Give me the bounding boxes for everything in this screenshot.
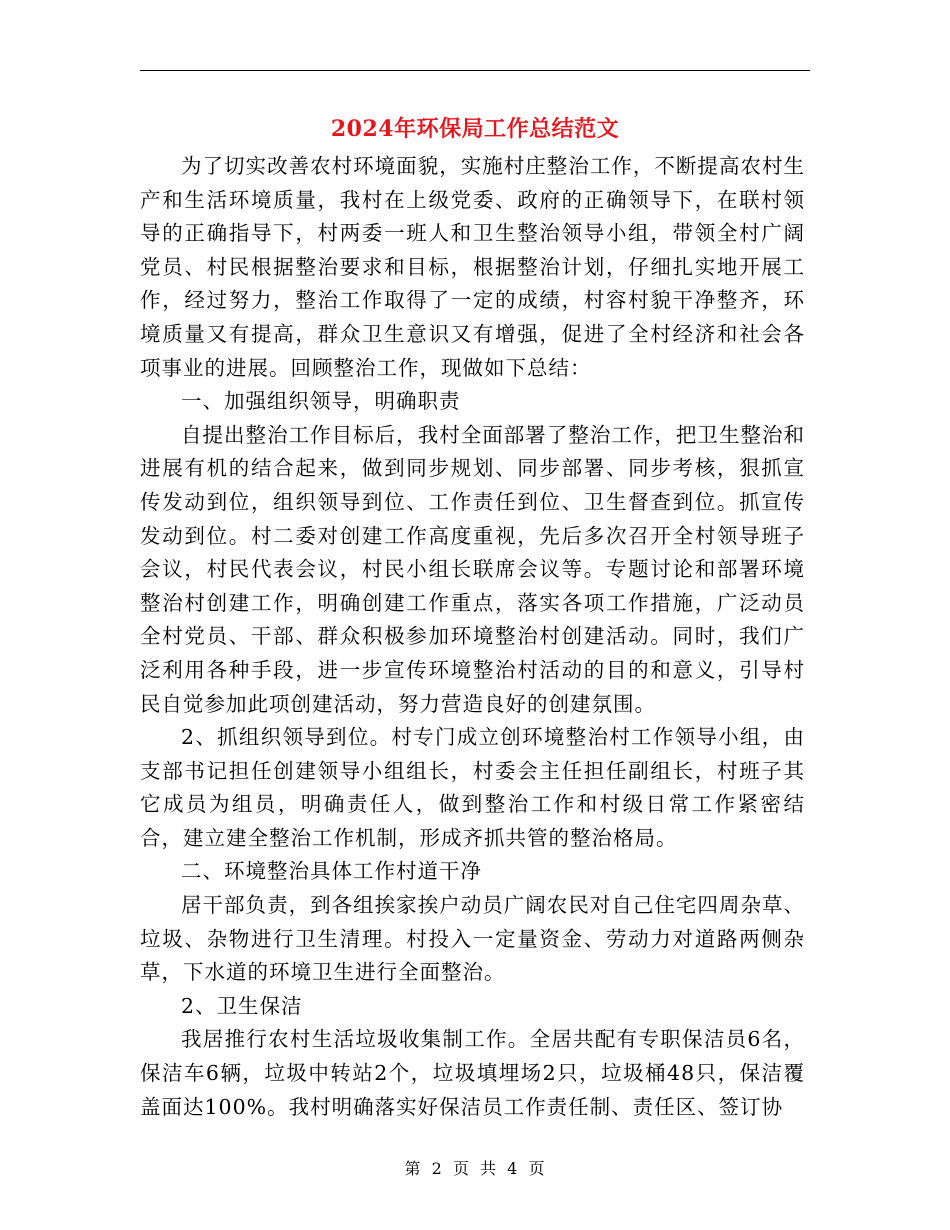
footer-suffix: 页: [528, 1159, 546, 1178]
page-footer: [0, 1156, 950, 1179]
section-heading-2: 二、环境整治具体工作村道干净: [181, 859, 482, 884]
footer-page-word: 页: [452, 1159, 470, 1178]
header-rule: [140, 70, 810, 71]
paragraph-leadership: 2、抓组织领导到位。村专门成立创环境整治村工作领导小组，由支部书记担任创建领导小组组长，村委会主任担任副组长，村班子其它成员为组员，明确责任人，做到整治工作和村级日常工作紧密结合，建立建全整治工作机制，形成齐抓共管的整治格局。: [140, 725, 805, 850]
paragraph-sanitation: 我居推行农村生活垃圾收集制工作。全居共配有专职保洁员6名，保洁车6辆，垃圾中转站2个，垃圾填埋场2只，垃圾桶48只，保洁覆盖面达100%。我村明确落实好保洁员工作责任制、责任区、签订协: [140, 1027, 805, 1119]
document-title: 2024年环保局工作总结范文: [330, 116, 620, 142]
footer-prefix: 第: [404, 1159, 422, 1178]
paragraph-intro: 为了切实改善农村环境面貌，实施村庄整治工作，不断提高农村生产和生活环境质量，我村在上级党委、政府的正确领导下，在联村领导的正确指导下，村两委一班人和卫生整治领导小组，带领全村广阔党员、村民根据整治要求和目标，根据整治计划，仔细扎实地开展工作，经过努力，整治工作取得了一定的成绩，村容村貌干净整齐，环境质量又有提高，群众卫生意识又有增强，促进了全村经济和社会各项事业的进展。回顾整治工作，现做如下总结：: [140, 154, 805, 380]
total-page-count: 4: [507, 1159, 519, 1178]
paragraph-organization: 自提出整治工作目标后，我村全面部署了整治工作，把卫生整治和进展有机的结合起来，做到同步规划、同步部署、同步考核，狠抓宣传发动到位，组织领导到位、工作责任到位、卫生督查到位。抓宣传发动到位。村二委对创建工作高度重视，先后多次召开全村领导班子会议，村民代表会议，村民小组长联席会议等。专题讨论和部署环境整治村创建工作，明确创建工作重点，落实各项工作措施，广泛动员全村党员、干部、群众积极参加环境整治村创建活动。同时，我们广泛利用各种手段，进一步宣传环境整治村活动的目的和意义，引导村民自觉参加此项创建活动，努力营造良好的创建氛围。: [140, 422, 805, 716]
section-heading-1: 一、加强组织领导，明确职责: [181, 389, 461, 414]
document-body: [140, 150, 805, 1124]
footer-total-word: 共: [480, 1159, 498, 1178]
current-page-number: 2: [431, 1159, 443, 1178]
subheading-sanitation: 2、卫生保洁: [181, 993, 303, 1018]
paragraph-cleanup: 居干部负责，到各组挨家挨户动员广阔农民对自己住宅四周杂草、垃圾、杂物进行卫生清理。村投入一定量资金、劳动力对道路两侧杂草，下水道的环境卫生进行全面整治。: [140, 893, 805, 985]
